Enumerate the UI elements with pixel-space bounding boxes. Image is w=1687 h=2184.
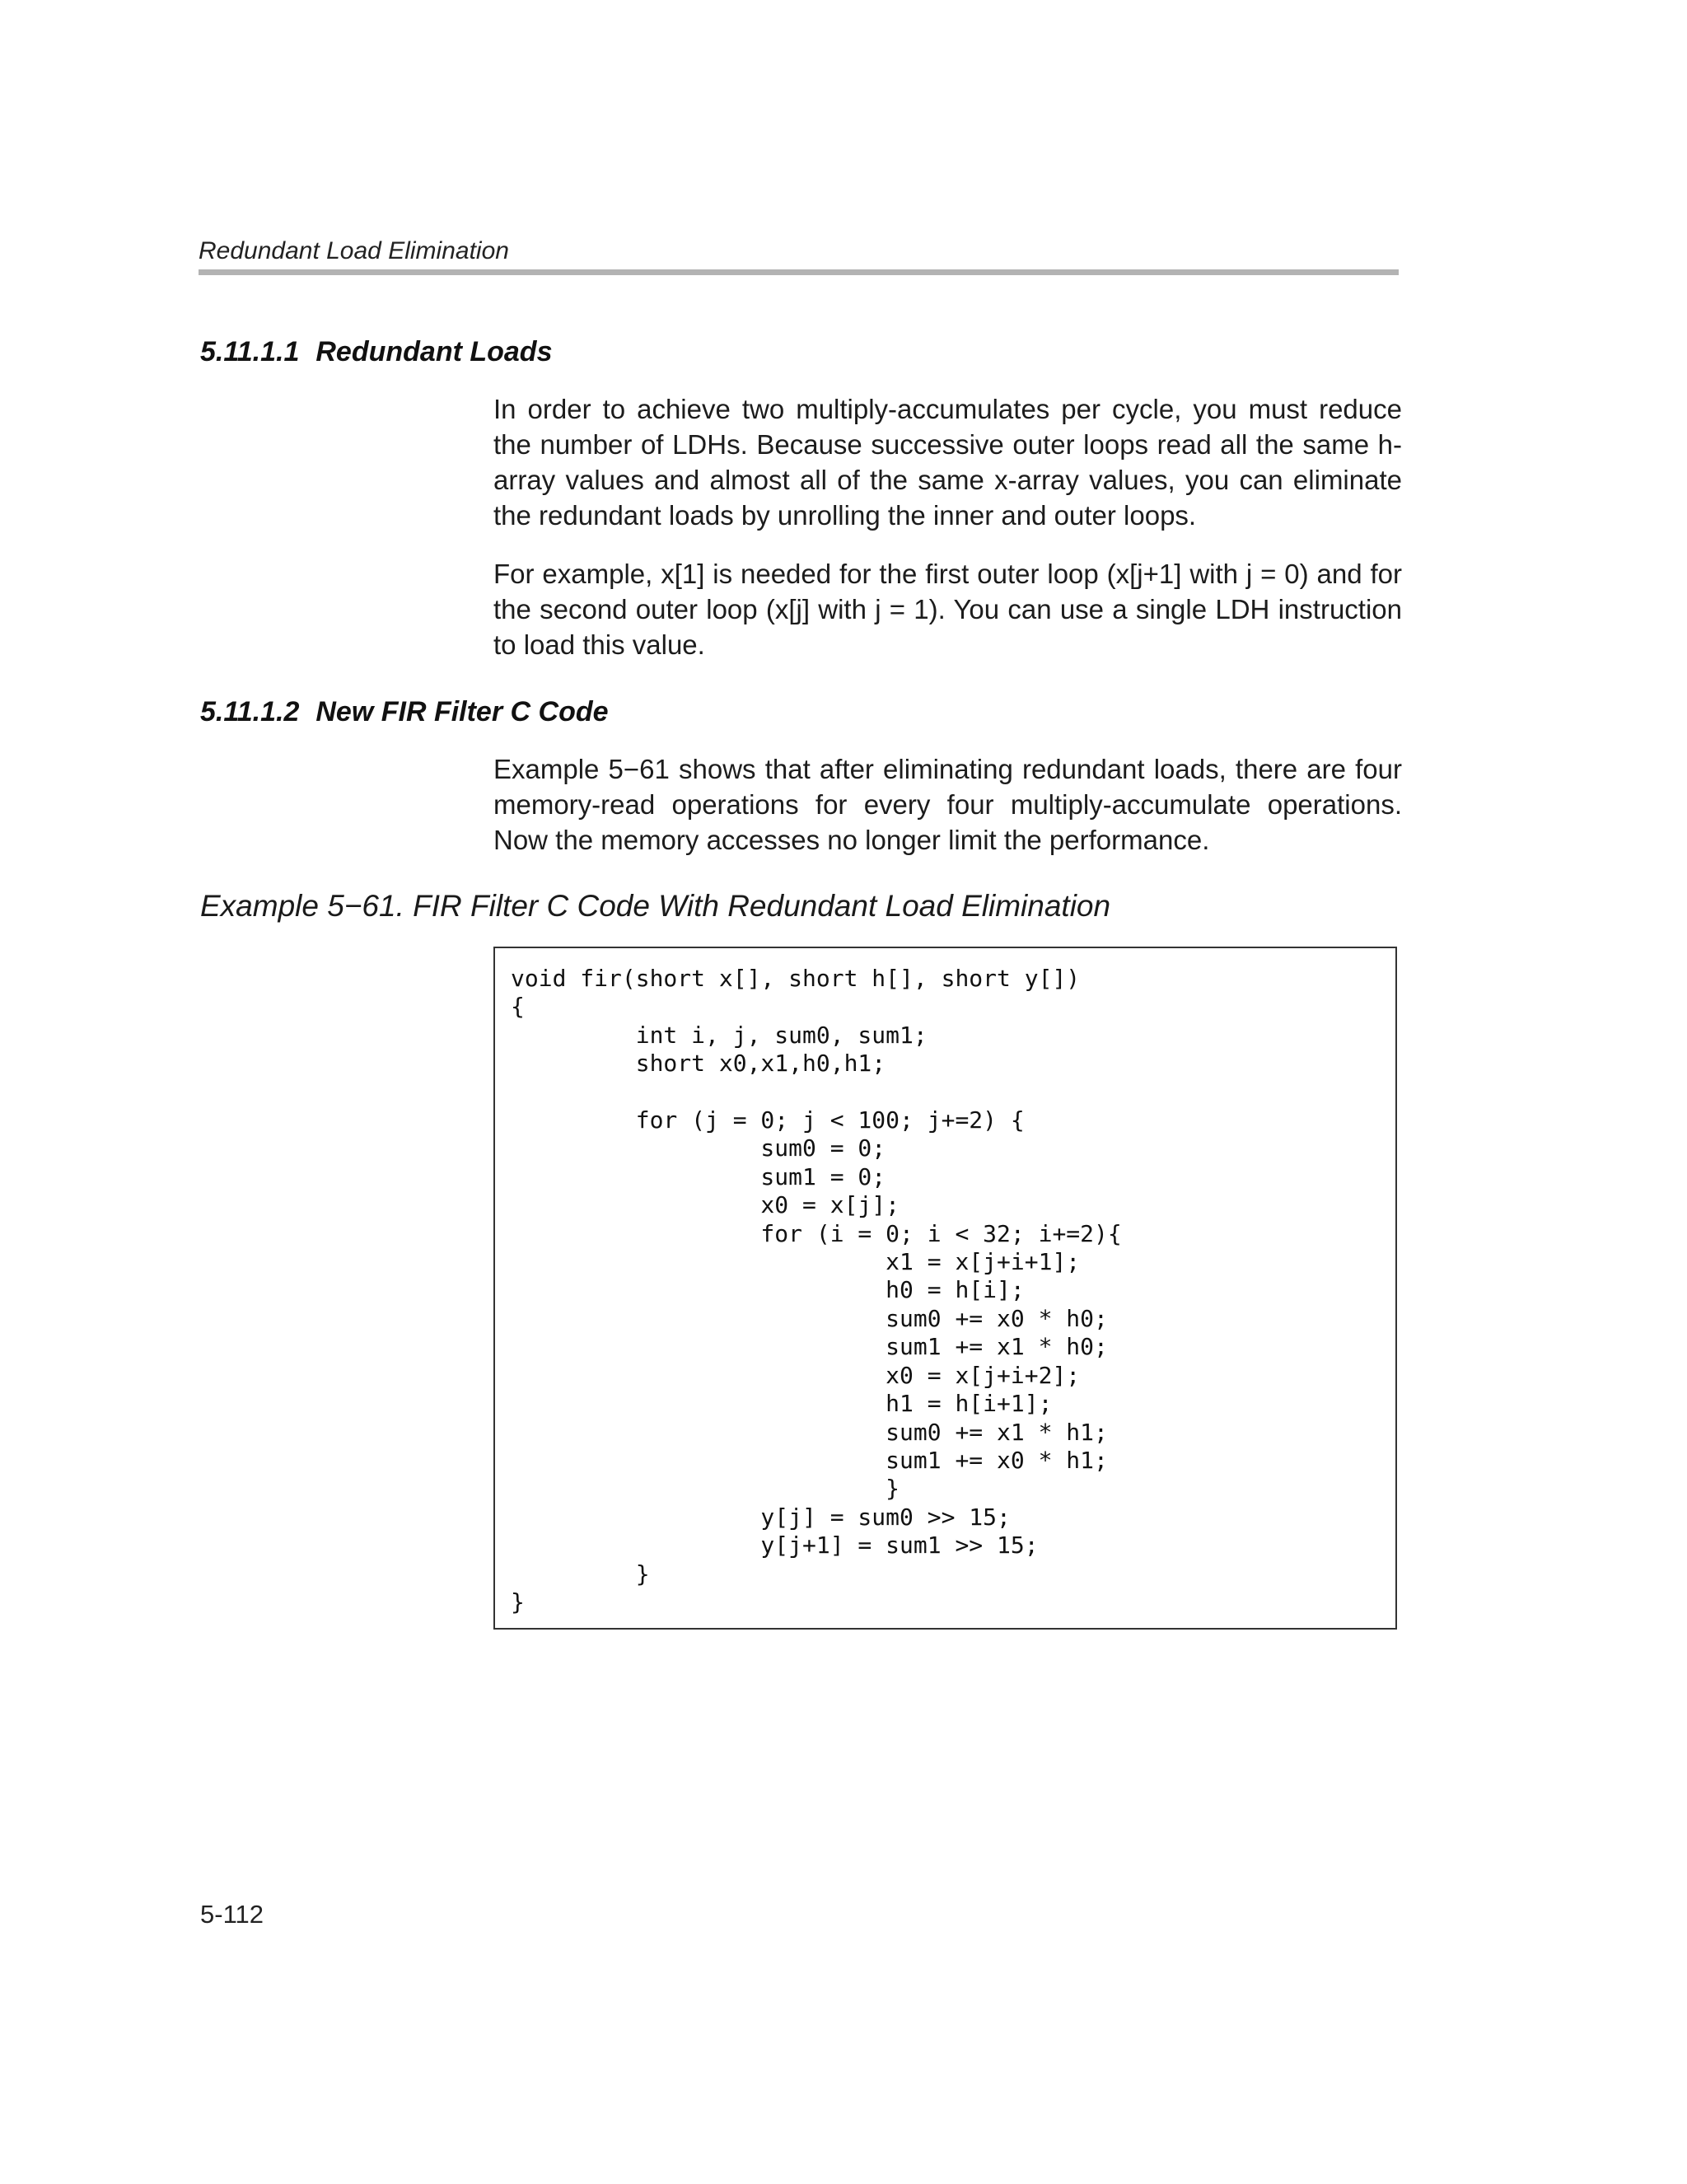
section-number: 5.11.1.1: [200, 336, 300, 367]
code-listing: void fir(short x[], short h[], short y[]) { int i, j, sum0, sum1; short x0,x1,h0,h1; for (j = 0; j < 100; j+=2) { sum0 = 0; sum1 = 0; x0 = x[j]; for (i = 0; i < 32; i+=2){ x1 = x[j+i+1]; h0 = h[i]; sum0 += x0 * h0; sum1 += x1 * h0; x0 = x[j+i+2]; h1 = h[i+1]; sum0 += x1 * h1; sum1 += x0 * h1; } y[j] = sum0 >> 15; y[j+1] = sum1 >> 15; } }: [511, 965, 1122, 1616]
example-caption: Example 5−61. FIR Filter C Code With Redundant Load Elimination: [200, 889, 1111, 923]
page-number: 5-112: [200, 1900, 264, 1929]
section-title: Redundant Loads: [315, 336, 553, 367]
section-title: New FIR Filter C Code: [315, 696, 609, 727]
paragraph-redundant-loads-2: For example, x[1] is needed for the first outer loop (x[j+1] with j = 0) and for the second outer loop (x[j] with j = 1). You can use a single LDH instruction to load this value.: [493, 559, 1402, 660]
paragraph-redundant-loads-1: In order to achieve two multiply-accumulates per cycle, you must reduce the number of LDHs. Because successive outer loops read all the same h-array values and almost all of the same x-array values, you can eliminate the redundant loads by unrolling the inner and outer loops.: [493, 394, 1402, 531]
section-number: 5.11.1.2: [200, 696, 300, 727]
section-heading-redundant-loads: [200, 336, 552, 368]
section-heading-new-fir-filter: [200, 696, 609, 728]
code-listing-box: [493, 947, 1397, 1630]
paragraph-new-fir-filter: Example 5−61 shows that after eliminating redundant loads, there are four memory-read operations for every four multiply-accumulate operations. Now the memory accesses no longer limit the performance.: [493, 754, 1402, 855]
header-rule: [199, 269, 1399, 275]
running-header: Redundant Load Elimination: [199, 237, 509, 264]
